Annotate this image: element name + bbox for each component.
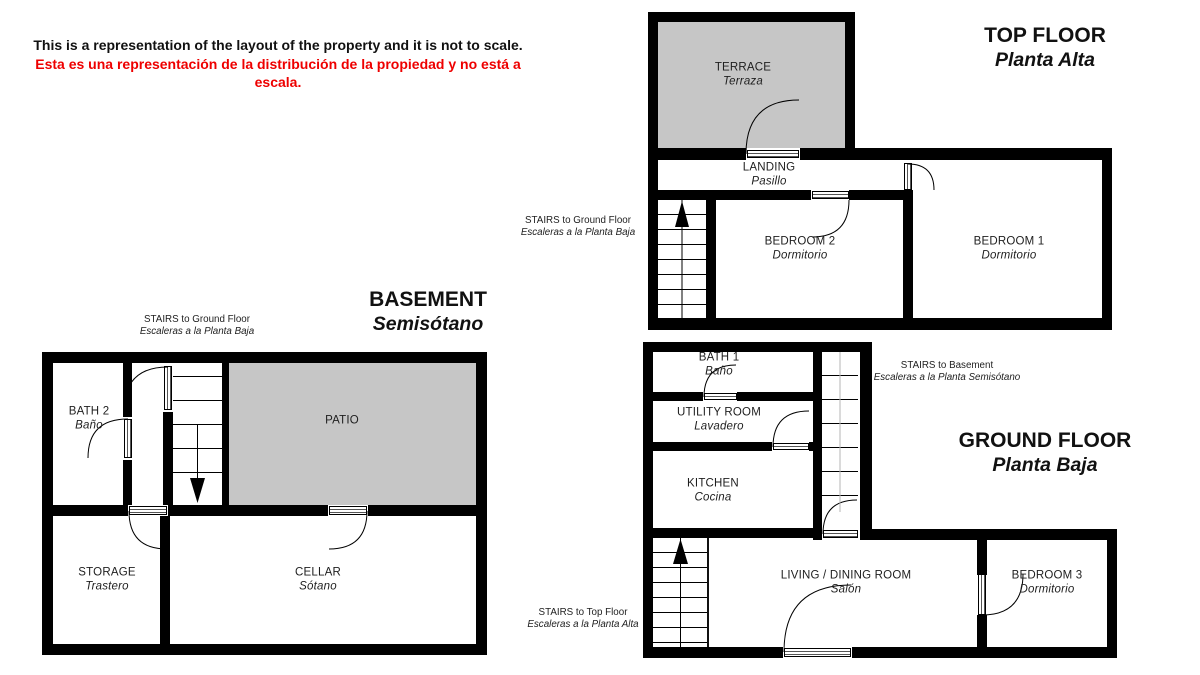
wall [737, 392, 813, 401]
label-en: STORAGE [78, 566, 136, 579]
wall [368, 505, 487, 516]
wall [643, 528, 813, 538]
label-es: Lavadero [694, 420, 744, 432]
room-label-patio [325, 414, 359, 428]
wall [903, 190, 913, 318]
label-es: Dormitorio [772, 249, 828, 261]
wall [163, 412, 173, 505]
stairs-basement-to-ground [173, 353, 222, 483]
label-es: Dormitorio [981, 249, 1037, 261]
label-en: BEDROOM 2 [764, 235, 836, 248]
label-en: BEDROOM 3 [1011, 569, 1083, 582]
label-en: BEDROOM 1 [973, 235, 1045, 248]
wall [648, 318, 1112, 330]
label-es: Sótano [299, 580, 337, 592]
door-utility [773, 443, 809, 450]
stairs-top-floor-to-ground [658, 200, 706, 318]
room-label-storage [78, 567, 135, 594]
note-en: STAIRS to Ground Floor [144, 314, 250, 325]
wall [977, 539, 987, 575]
wall [813, 352, 822, 540]
wall [643, 442, 772, 451]
note-es: Escaleras a la Planta Baja [139, 326, 255, 337]
wall [168, 505, 328, 516]
title-en: BASEMENT [369, 288, 487, 311]
door-arc [329, 511, 367, 549]
title-en: TOP FLOOR [984, 24, 1106, 47]
door-terrace [747, 150, 799, 158]
label-es: Salón [830, 583, 862, 595]
room-label-bedroom3 [1012, 570, 1083, 597]
door-cellar [329, 506, 367, 515]
door-entrance-living [784, 648, 851, 657]
stairs-edge-line [707, 538, 709, 647]
wall [476, 352, 487, 655]
wall [648, 12, 658, 330]
note-es: Escaleras a la Planta Alta [527, 619, 639, 630]
wall [643, 647, 783, 658]
note-es: Escaleras a la Planta Semisótano [873, 372, 1021, 383]
title-basement [369, 288, 487, 336]
room-label-bedroom2 [765, 236, 836, 263]
stairs-ground-to-top [653, 538, 707, 647]
wall [860, 342, 872, 540]
door-bedroom1 [904, 163, 912, 190]
wall [160, 516, 170, 655]
room-label-bath2 [69, 406, 110, 433]
door-bedroom3 [978, 574, 986, 615]
label-es: Dormitorio [1019, 583, 1075, 595]
wall [42, 352, 53, 655]
disclaimer-es: Esta es una representación de la distribución de la propiedad y no está a escala. [35, 55, 521, 90]
room-label-bath1 [699, 352, 740, 379]
label-en: KITCHEN [687, 477, 739, 490]
note-en: STAIRS to Ground Floor [525, 215, 631, 226]
label-en: UTILITY ROOM [677, 406, 761, 419]
label-es: Baño [705, 365, 733, 377]
label-es: Trastero [85, 580, 129, 592]
note-es: Escaleras a la Planta Baja [520, 227, 636, 238]
wall [123, 363, 132, 417]
note-stairs-to-basement [874, 360, 1021, 384]
door-arc [812, 200, 849, 237]
room-label-utility [677, 407, 761, 434]
patio-floor-fill [229, 363, 476, 505]
door-arc [773, 411, 809, 447]
door-bath1 [704, 393, 737, 400]
door-storage [129, 506, 167, 515]
door-basement-stairwell [823, 530, 858, 538]
door-basement-hall [164, 366, 172, 410]
label-en: LANDING [742, 161, 796, 174]
wall [643, 342, 653, 658]
wall [800, 148, 1112, 160]
title-top-floor [984, 24, 1106, 72]
room-label-bedroom1 [974, 236, 1045, 263]
label-en: BATH 1 [698, 351, 740, 364]
title-es: Semisótano [372, 313, 484, 335]
wall [977, 615, 987, 658]
label-en: TERRACE [714, 61, 772, 74]
wall [872, 529, 1117, 540]
label-es: Baño [75, 419, 103, 431]
note-stairs-to-top [527, 607, 638, 631]
room-label-cellar [295, 567, 341, 594]
wall [42, 352, 487, 363]
disclaimer [18, 36, 538, 92]
title-es: Planta Alta [994, 49, 1096, 71]
door-bedroom2 [812, 191, 849, 199]
wall [42, 644, 487, 655]
wall [648, 12, 855, 22]
wall [648, 148, 746, 160]
note-stairs-basement [140, 314, 254, 338]
note-en: STAIRS to Basement [900, 360, 994, 371]
wall [123, 460, 132, 505]
wall [648, 190, 811, 200]
label-es: Pasillo [751, 175, 787, 187]
label-en: CELLAR [295, 566, 341, 579]
room-label-kitchen [687, 478, 739, 505]
label-es: Cocina [694, 491, 732, 503]
wall [222, 363, 229, 505]
title-ground-floor [959, 429, 1132, 477]
wall [845, 12, 855, 148]
wall [643, 392, 703, 401]
label-en: PATIO [325, 414, 359, 427]
room-label-landing [743, 162, 796, 189]
door-bath2 [124, 419, 132, 458]
disclaimer-en: This is a representation of the layout of the property and it is not to scale. [33, 37, 523, 53]
title-en: GROUND FLOOR [958, 429, 1132, 452]
wall [849, 190, 903, 200]
room-label-living [781, 570, 912, 597]
note-en: STAIRS to Top Floor [538, 607, 628, 618]
room-label-terrace [715, 62, 771, 89]
title-es: Planta Baja [992, 454, 1098, 476]
wall [643, 342, 872, 352]
note-stairs-topfloor [521, 215, 635, 239]
wall [706, 190, 716, 318]
label-es: Terraza [723, 75, 763, 87]
wall [1102, 148, 1112, 330]
stairs-ground-to-basement [822, 352, 858, 512]
wall [1107, 529, 1117, 658]
label-en: BATH 2 [68, 405, 110, 418]
wall [42, 505, 128, 516]
label-en: LIVING / DINING ROOM [780, 569, 912, 582]
